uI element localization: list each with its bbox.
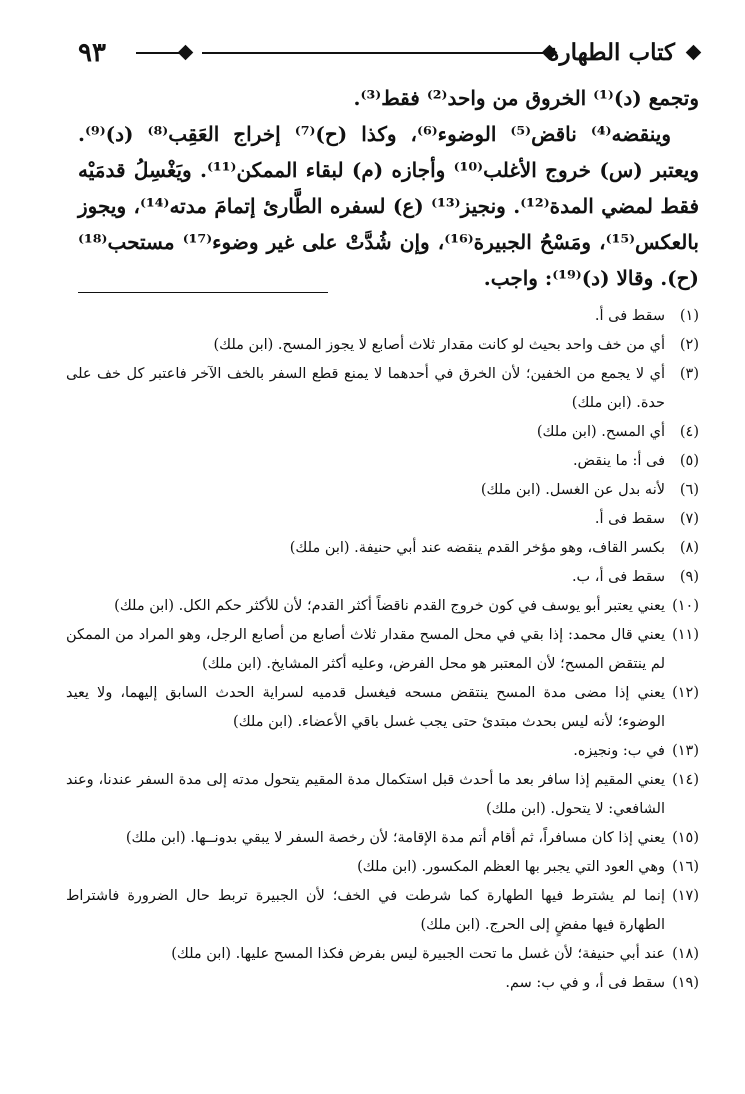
footnote-number: (١١) — [672, 627, 699, 643]
footnote-text: في ب: ونجيزه. — [573, 743, 665, 759]
diamond-ornament-icon — [178, 45, 194, 61]
footnote-text: أي المسح. (ابن ملك) — [536, 424, 665, 440]
header-rule-left — [136, 52, 182, 54]
footnote — [66, 940, 699, 969]
footnote-number: (٧) — [679, 511, 699, 527]
footnote-number: (٨) — [679, 540, 699, 556]
footnote-text: سقط فى أ. — [594, 511, 665, 527]
footnote-text: أي من خف واحد بحيث لو كانت مقدار ثلاث أصابع لا يجوز المسح. (ابن ملك) — [213, 337, 665, 353]
footnote-text: فى أ: ما ينقض. — [572, 453, 665, 469]
footnote-number: (١) — [679, 308, 699, 324]
footnote — [66, 853, 699, 882]
footnote — [66, 418, 699, 447]
chapter-title: كتاب الطهارة — [547, 39, 675, 66]
footnote-number: (١٠) — [672, 598, 699, 614]
footnote — [66, 302, 699, 331]
footnote-number: (١٤) — [672, 772, 699, 788]
footnote — [66, 563, 699, 592]
footnote-text: سقط فى أ، و في ب: سم. — [505, 975, 665, 991]
footnote-text: إنما لم يشترط فيها الطهارة كما شرطت في الخف؛ لأن الجبيرة تربط حال الضرورة فاشتراط الطهارة فيها مفضٍ إلى الحرج. (ابن ملك) — [66, 888, 665, 933]
footnote-text: لأنه بدل عن الغسل. (ابن ملك) — [480, 482, 665, 498]
main-text — [78, 80, 699, 296]
footnote-text: يعني المقيم إذا سافر بعد ما أحدث قبل استكمال مدة المقيم يتحول مدته إلى مدة السفر عندنا، وعند الشافعي: لا يتحول. (ابن ملك) — [66, 772, 665, 817]
footnote-number: (٦) — [679, 482, 699, 498]
main-paragraph-2: وينقضه⁽⁴⁾ ناقض⁽⁵⁾ الوضوء⁽⁶⁾، وكذا (ح)⁽⁷⁾ إخراج العَقِب⁽⁸⁾ (د)⁽⁹⁾. ويعتبر (س) خروج الأغلب⁽¹⁰⁾ وأجازه (م) لبقاء الممكن⁽¹¹⁾. ويَغْسِلُ قدمَيْه فقط لمضي المدة⁽¹²⁾. ونجيز⁽¹³⁾ (ع) لسفره الطَّارئ إتمامَ مدته⁽¹⁴⁾، ويجوز بالعكس⁽¹⁵⁾، ومَسْحُ الجبيرة⁽¹⁶⁾، وإن شُدَّتْ على غير وضوء⁽¹⁷⁾ مستحب⁽¹⁸⁾ (ح). وقالا (د)⁽¹⁹⁾: واجب. — [78, 122, 700, 290]
footnote-number: (١٧) — [672, 888, 699, 904]
footnote — [66, 824, 699, 853]
page-number: ٩٣ — [78, 38, 106, 68]
footnote-number: (١٢) — [672, 685, 699, 701]
footnote-number: (٥) — [679, 453, 699, 469]
footnote — [66, 360, 699, 418]
footnote-text: بكسر القاف، وهو مؤخر القدم ينقضه عند أبي حنيفة. (ابن ملك) — [289, 540, 665, 556]
footnote-text: عند أبي حنيفة؛ لأن غسل ما تحت الجبيرة ليس بفرض فكذا المسح عليها. (ابن ملك) — [171, 946, 665, 962]
footnote-text: سقط فى أ، ب. — [571, 569, 665, 585]
main-paragraph-1: وتجمع (د)⁽¹⁾ الخروق من واحد⁽²⁾ فقط⁽³⁾. — [353, 86, 699, 110]
footnote-text: يعني قال محمد: إذا بقي في محل المسح مقدار ثلاث أصابع من أصابع الرجل، وهو المراد من الممكن لم ينتقض المسح؛ لأن المعتبر هو محل الفرض، وعليه أكثر المشايخ. (ابن ملك) — [66, 627, 665, 672]
footnote-number: (٩) — [679, 569, 699, 585]
footnote-text: وهي العود التي يجبر بها العظم المكسور. (ابن ملك) — [357, 859, 665, 875]
footnote-number: (٢) — [679, 337, 699, 353]
footnote — [66, 969, 699, 998]
footnote-separator — [78, 292, 328, 293]
footnote-text: يعني يعتبر أبو يوسف في كون خروج القدم ناقضاً أكثر القدم؛ لأن للأكثر حكم الكل. (ابن ملك) — [114, 598, 665, 614]
footnote — [66, 621, 699, 679]
footnote-text: سقط فى أ. — [594, 308, 665, 324]
footnote-number: (٤) — [679, 424, 699, 440]
footnote — [66, 882, 699, 940]
footnote-number: (١٣) — [672, 743, 699, 759]
footnote — [66, 476, 699, 505]
footnote — [66, 592, 699, 621]
footnote-text: أي لا يجمع من الخفين؛ لأن الخرق في أحدهما لا يمنع قطع السفر بالخف الآخر فاعتبر كل خف على حدة. (ابن ملك) — [66, 366, 665, 411]
footnotes — [66, 302, 699, 998]
footnote — [66, 766, 699, 824]
footnote-number: (١٩) — [672, 975, 699, 991]
footnote — [66, 447, 699, 476]
footnote-number: (١٦) — [672, 859, 699, 875]
diamond-ornament-icon — [686, 45, 702, 61]
footnote-number: (٣) — [679, 366, 699, 382]
footnote-number: (١٥) — [672, 830, 699, 846]
footnote — [66, 737, 699, 766]
footnote — [66, 505, 699, 534]
footnote — [66, 331, 699, 360]
footnote — [66, 679, 699, 737]
running-header — [70, 38, 703, 68]
footnote-text: يعني إذا كان مسافراً، ثم أقام أتم مدة الإقامة؛ لأن رخصة السفر لا يبقي بدونــها. (ابن ملك) — [125, 830, 665, 846]
footnote-text: يعني إذا مضى مدة المسح ينتقض مسحه فيغسل قدميه لسراية الحدث السابق إليهما، ولا يعيد الوضوء؛ لأنه ليس بحدث مبتدئ حتى يجب غسل باقي الأعضاء. (ابن ملك) — [66, 685, 665, 730]
header-rule-right — [202, 52, 543, 54]
footnote-number: (١٨) — [672, 946, 699, 962]
footnote — [66, 534, 699, 563]
